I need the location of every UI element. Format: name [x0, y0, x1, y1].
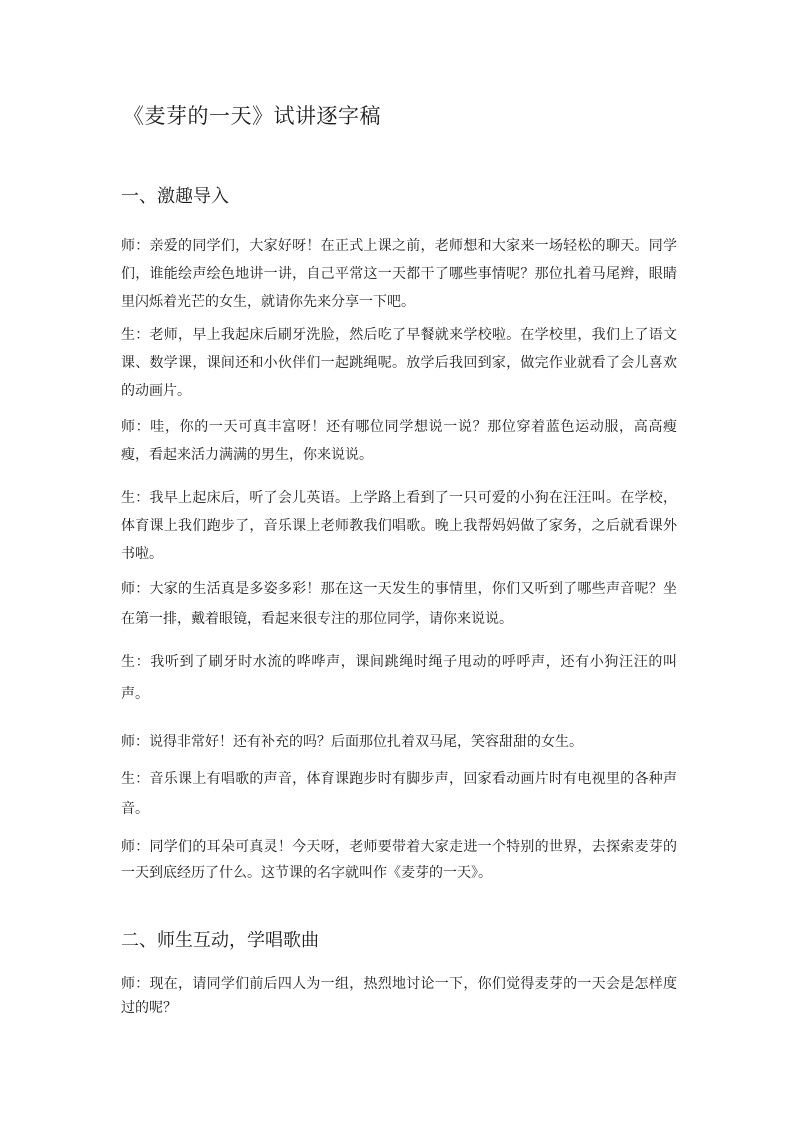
paragraph-9: 师：同学们的耳朵可真灵！今天呀，老师要带着大家走进一个特别的世界，去探索麦芽的一天到底经历了什么。这节课的名字就叫作《麦芽的一天》。 [121, 839, 677, 881]
paragraph-10: 师：现在，请同学们前后四人为一组，热烈地讨论一下，你们觉得麦芽的一天会是怎样度过的呢？ [121, 976, 677, 1016]
paragraph-3: 师：哇，你的一天可真丰富呀！还有哪位同学想说一说？那位穿着蓝色运动服，高高瘦瘦，看起来活力满满的男生，你来说说。 [121, 419, 677, 463]
paragraph-6: 生：我听到了刷牙时水流的哗哗声，课间跳绳时绳子甩动的呼呼声，还有小狗汪汪的叫声。 [121, 654, 677, 702]
document-title: 《麦芽的一天》试讲逐字稿 [123, 104, 381, 128]
section-heading-2: 二、师生互动，学唱歌曲 [121, 930, 319, 951]
paragraph-1: 师：亲爱的同学们，大家好呀！在正式上课之前，老师想和大家来一场轻松的聊天。同学们，谁能绘声绘色地讲一讲，自己平常这一天都干了哪些事情呢？那位扎着马尾辫，眼睛里闪烁着光芒的女生，就请你先来分享一下吧。 [121, 238, 677, 310]
section-heading-1: 一、激趣导入 [121, 186, 229, 207]
paragraph-8: 生：音乐课上有唱歌的声音，体育课跑步时有脚步声，回家看动画片时有电视里的各种声音。 [121, 771, 677, 817]
paragraph-4: 生：我早上起床后，听了会儿英语。上学路上看到了一只可爱的小狗在汪汪叫。在学校，体育课上我们跑步了，音乐课上老师教我们唱歌。晚上我帮妈妈做了家务，之后就看课外书啦。 [121, 490, 677, 562]
paragraph-7: 师：说得非常好！还有补充的吗？后面那位扎着双马尾，笑容甜甜的女生。 [121, 734, 583, 750]
paragraph-5: 师：大家的生活真是多姿多彩！那在这一天发生的事情里，你们又听到了哪些声音呢？坐在第一排，戴着眼镜，看起来很专注的那位同学，请你来说说。 [121, 581, 677, 627]
paragraph-2: 生：老师，早上我起床后刷牙洗脸，然后吃了早餐就来学校啦。在学校里，我们上了语文课、数学课，课间还和小伙伴们一起跳绳呢。放学后我回到家，做完作业就看了会儿喜欢的动画片。 [121, 327, 677, 399]
